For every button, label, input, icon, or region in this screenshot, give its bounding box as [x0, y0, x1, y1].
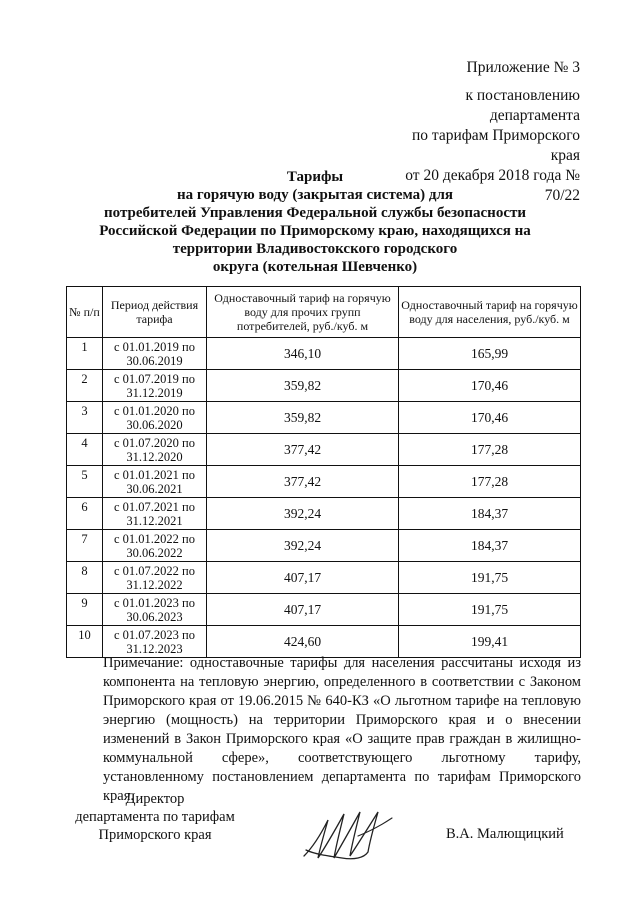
period-to: 31.12.2023	[126, 641, 183, 656]
tariff-other-value: 392,24	[207, 498, 399, 530]
title-line-5: территории Владивостокского городского	[172, 241, 458, 257]
appendix-line-3: от 20 декабря 2018 года № 70/22	[405, 167, 580, 204]
tariff-population-value: 191,75	[399, 562, 581, 594]
tariff-population-value: 184,37	[399, 530, 581, 562]
table-header-row	[67, 287, 581, 338]
tariffs-table	[66, 286, 581, 658]
header-tariff-population: Одноставочный тариф на горячую воду для населения, руб./куб. м	[399, 287, 581, 338]
row-number: 6	[67, 498, 103, 530]
row-period	[103, 530, 207, 562]
period-from: с 01.07.2022 по	[114, 563, 195, 578]
row-number: 5	[67, 466, 103, 498]
period-from: с 01.01.2022 по	[114, 531, 195, 546]
row-number: 4	[67, 434, 103, 466]
period-to: 31.12.2021	[126, 513, 183, 528]
row-period	[103, 498, 207, 530]
period-to: 30.06.2019	[126, 353, 183, 368]
table-row	[67, 338, 581, 370]
header-tariff-other: Одноставочный тариф на горячую воду для прочих групп потребителей, руб./куб. м	[207, 287, 399, 338]
period-to: 30.06.2023	[126, 609, 183, 624]
tariff-population-value: 191,75	[399, 594, 581, 626]
period-from: с 01.07.2020 по	[114, 435, 195, 450]
table-row	[67, 434, 581, 466]
note-paragraph: Примечание: одноставочные тарифы для населения рассчитаны исходя из компонента на тепловую энергию, определенного в соответствии с Законом Приморского края от 19.06.2015 № 640-КЗ «О льготном тарифе на тепловую энергию (мощность) на территории Приморского края и о внесении изменений в Закон Приморского края «О защите прав граждан в жилищно-коммунальной сфере», соответствующего льготному тарифу, установленному постановлением департамента по тарифам Приморского края.	[103, 655, 581, 804]
row-period	[103, 434, 207, 466]
header-num: № п/п	[67, 287, 103, 338]
handwritten-signature	[298, 806, 398, 864]
signer-title-line-2: департамента по тарифам	[75, 809, 235, 825]
row-number: 10	[67, 626, 103, 658]
signer-title-line-1: Директор	[125, 791, 185, 807]
period-from: с 01.07.2023 по	[114, 627, 195, 642]
table-row	[67, 402, 581, 434]
row-number: 7	[67, 530, 103, 562]
row-number: 3	[67, 402, 103, 434]
row-number: 1	[67, 338, 103, 370]
period-to: 31.12.2020	[126, 449, 183, 464]
row-period	[103, 466, 207, 498]
appendix-line-2: по тарифам Приморского края	[411, 127, 580, 164]
row-period	[103, 338, 207, 370]
title-line-4: Российской Федерации по Приморскому краю, находящихся на	[99, 223, 531, 239]
header-period: Период действия тарифа	[103, 287, 207, 338]
tariff-other-value: 359,82	[207, 370, 399, 402]
tariff-population-value: 177,28	[399, 434, 581, 466]
title-line-2: на горячую воду (закрытая система) для	[177, 187, 453, 203]
tariff-other-value: 407,17	[207, 562, 399, 594]
signer-name: В.А. Малющицкий	[446, 826, 564, 842]
tariff-population-value: 170,46	[399, 370, 581, 402]
tariff-population-value: 177,28	[399, 466, 581, 498]
table-body	[67, 338, 581, 658]
appendix-line-1: к постановлению департамента	[465, 87, 580, 124]
signer-title-line-3: Приморского края	[98, 827, 212, 843]
tariff-other-value: 346,10	[207, 338, 399, 370]
row-number: 9	[67, 594, 103, 626]
title-line-1: Тарифы	[286, 169, 344, 185]
tariff-other-value: 359,82	[207, 402, 399, 434]
row-period	[103, 626, 207, 658]
period-from: с 01.01.2021 по	[114, 467, 195, 482]
row-period	[103, 562, 207, 594]
table-row	[67, 370, 581, 402]
row-period	[103, 594, 207, 626]
signer-title	[60, 790, 250, 844]
period-from: с 01.01.2019 по	[114, 339, 195, 354]
document-title	[60, 168, 570, 276]
period-to: 30.06.2022	[126, 545, 183, 560]
title-line-6: округа (котельная Шевченко)	[212, 259, 418, 275]
appendix-number: Приложение № 3	[466, 59, 580, 76]
table-row	[67, 530, 581, 562]
tariff-other-value: 377,42	[207, 466, 399, 498]
row-number: 8	[67, 562, 103, 594]
table-row	[67, 594, 581, 626]
table-row	[67, 562, 581, 594]
row-number: 2	[67, 370, 103, 402]
tariff-other-value: 392,24	[207, 530, 399, 562]
tariff-other-value: 407,17	[207, 594, 399, 626]
title-line-3: потребителей Управления Федеральной службы безопасности	[104, 205, 526, 221]
period-to: 30.06.2020	[126, 417, 183, 432]
table-row	[67, 466, 581, 498]
period-to: 30.06.2021	[126, 481, 183, 496]
period-from: с 01.07.2019 по	[114, 371, 195, 386]
tariff-population-value: 170,46	[399, 402, 581, 434]
tariff-other-value: 377,42	[207, 434, 399, 466]
tariff-population-value: 165,99	[399, 338, 581, 370]
tariff-population-value: 184,37	[399, 498, 581, 530]
period-to: 31.12.2022	[126, 577, 183, 592]
tariff-population-value: 199,41	[399, 626, 581, 658]
period-from: с 01.07.2021 по	[114, 499, 195, 514]
table-row	[67, 498, 581, 530]
row-period	[103, 370, 207, 402]
tariff-other-value: 424,60	[207, 626, 399, 658]
row-period	[103, 402, 207, 434]
period-to: 31.12.2019	[126, 385, 183, 400]
table-row	[67, 626, 581, 658]
period-from: с 01.01.2020 по	[114, 403, 195, 418]
period-from: с 01.01.2023 по	[114, 595, 195, 610]
